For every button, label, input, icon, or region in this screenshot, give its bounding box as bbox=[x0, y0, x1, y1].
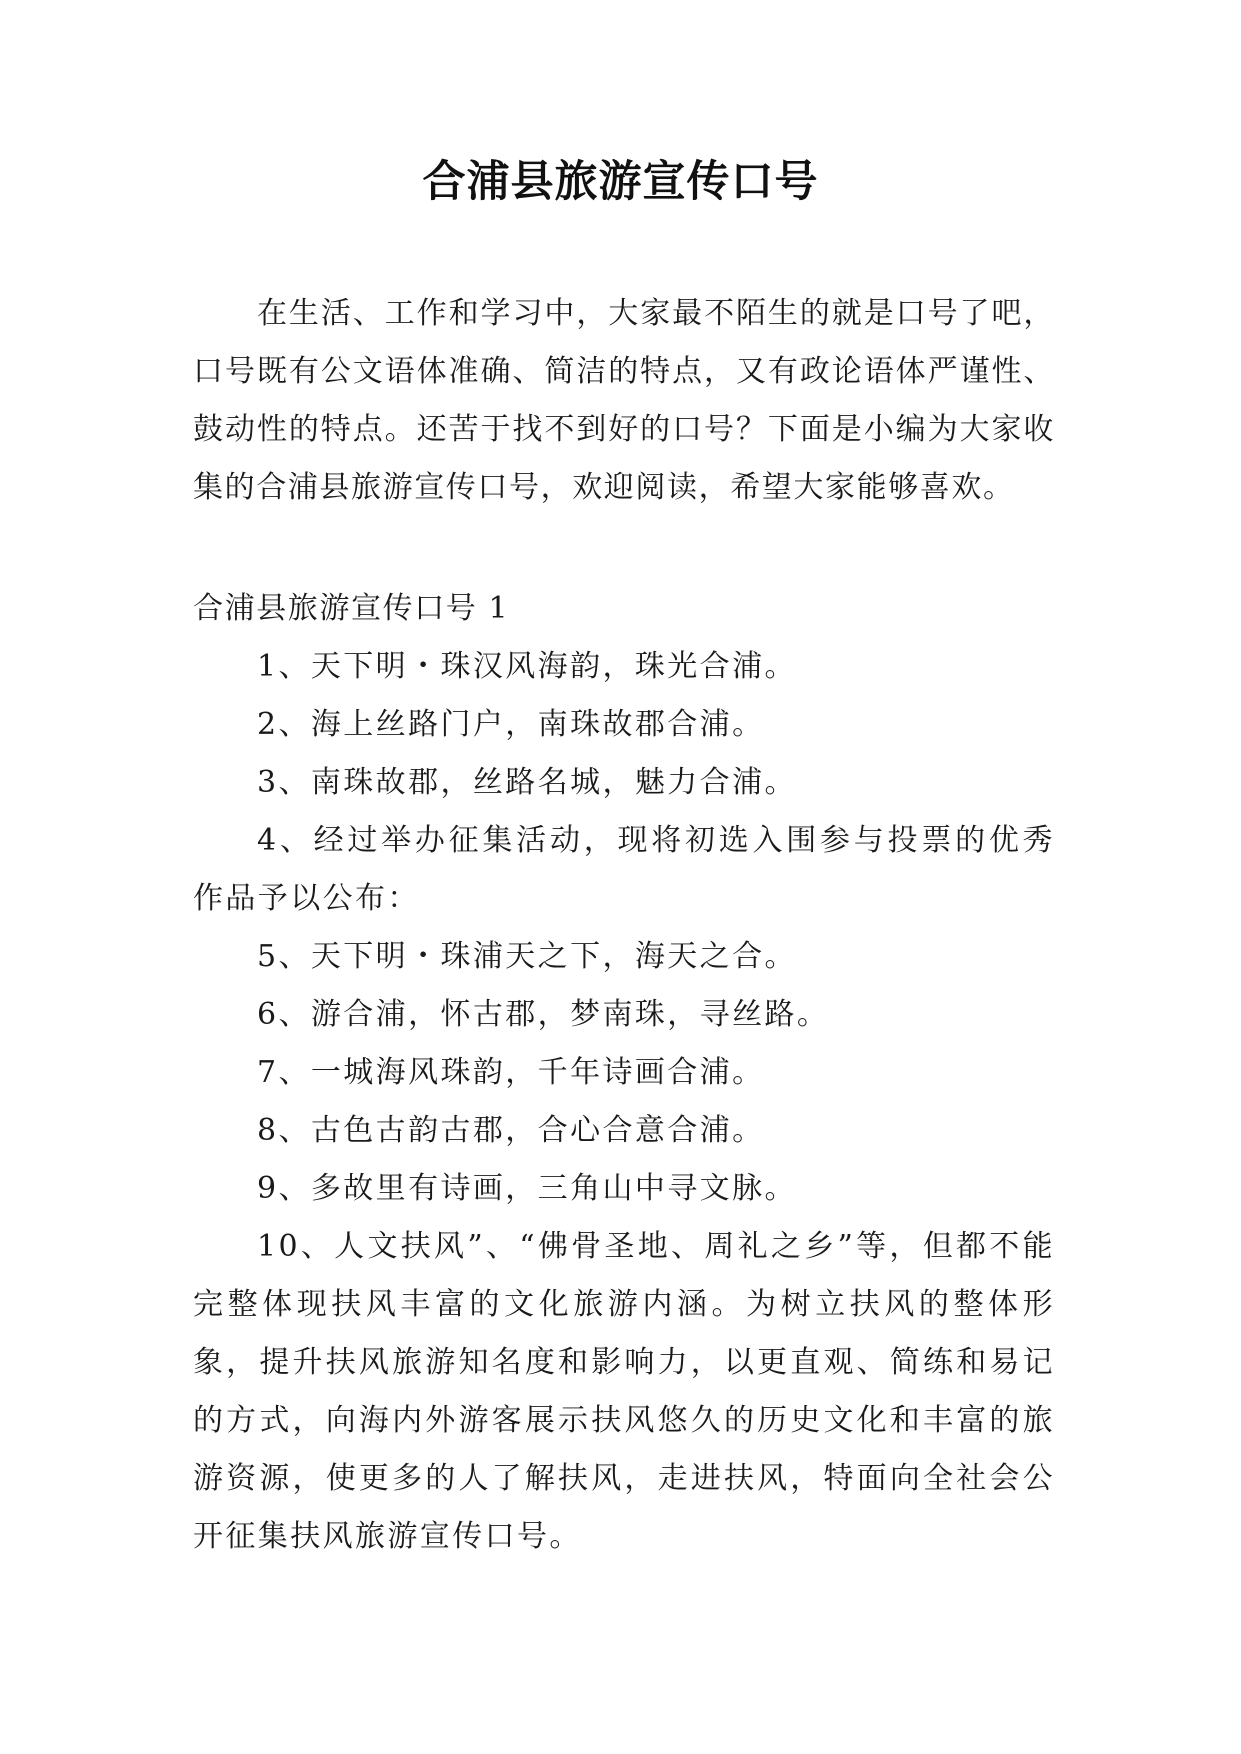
slogan-list bbox=[193, 638, 1055, 1566]
slogan-item: 9、多故里有诗画，三角山中寻文脉。 bbox=[257, 1171, 797, 1206]
slogan-item: 3、南珠故郡，丝路名城，魅力合浦。 bbox=[257, 765, 797, 800]
slogan-item: 8、古色古韵古郡，合心合意合浦。 bbox=[257, 1113, 765, 1148]
page-title: 合浦县旅游宣传口号 bbox=[422, 157, 819, 207]
slogan-item: 2、海上丝路门户，南珠故郡合浦。 bbox=[257, 707, 765, 742]
slogan-item: 5、天下明・珠浦天之下，海天之合。 bbox=[257, 939, 797, 974]
section-heading: 合浦县旅游宣传口号 1 bbox=[193, 591, 510, 626]
slogan-item: 7、一城海风珠韵，千年诗画合浦。 bbox=[257, 1055, 765, 1090]
slogan-item: 10、人文扶风”、“佛骨圣地、周礼之乡”等，但都不能完整体现扶风丰富的文化旅游内涵。为树立扶风的整体形象，提升扶风旅游知名度和影响力，以更直观、简练和易记的方式，向海内外游客展示扶风悠久的历史文化和丰富的旅游资源，使更多的人了解扶风，走进扶风，特面向全社会公开征集扶风旅游宣传口号。 bbox=[193, 1229, 1055, 1554]
slogan-item: 6、游合浦，怀古郡，梦南珠，寻丝路。 bbox=[257, 997, 830, 1032]
slogan-item: 4、经过举办征集活动，现将初选入围参与投票的优秀作品予以公布： bbox=[193, 823, 1055, 916]
intro-paragraph: 在生活、工作和学习中，大家最不陌生的就是口号了吧，口号既有公文语体准确、简洁的特点，又有政论语体严谨性、鼓动性的特点。还苦于找不到好的口号？下面是小编为大家收集的合浦县旅游宣传口号，欢迎阅读，希望大家能够喜欢。 bbox=[193, 296, 1055, 505]
slogan-item: 1、天下明・珠汉风海韵，珠光合浦。 bbox=[257, 649, 797, 684]
